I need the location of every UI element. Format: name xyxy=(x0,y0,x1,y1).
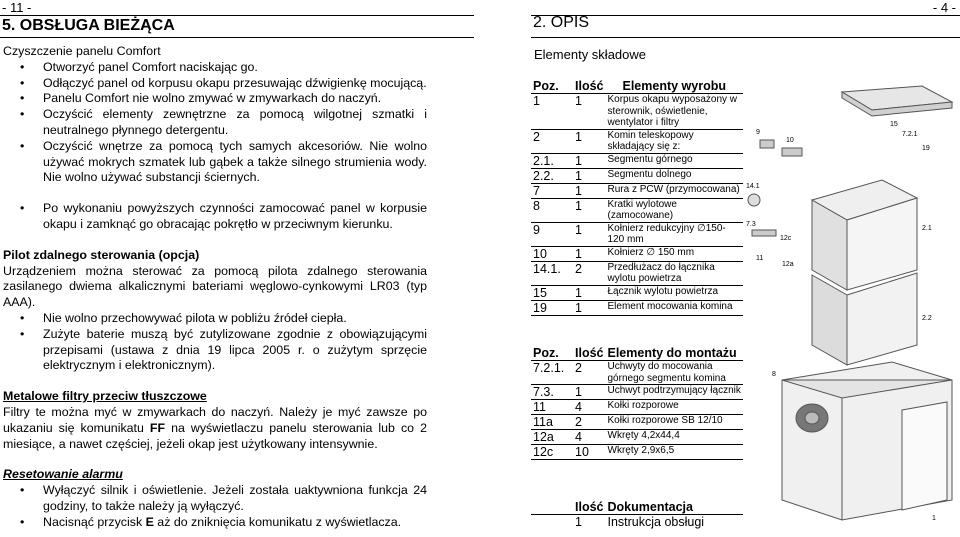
table-cell: 11a xyxy=(531,415,573,430)
table-row xyxy=(531,94,743,130)
diagram-label: 10 xyxy=(786,137,794,144)
diagram-label: 12a xyxy=(782,261,794,268)
text-span: na wyświetlaczu panelu sterowania lub co 2 miesiące, a nawet częściej, jeżeli okap jest użytkowany intensywnie. xyxy=(3,420,427,451)
diagram-label: 14.1 xyxy=(746,183,760,190)
table-cell: Kołnierz redukcyjny ∅150-120 mm xyxy=(606,222,744,246)
table-cell: 2.2. xyxy=(531,168,573,183)
table-cell: 7.2.1. xyxy=(531,361,573,385)
table-cell: 7.3. xyxy=(531,385,573,400)
table-cell: 2 xyxy=(573,415,606,430)
code-ff: FF xyxy=(149,420,166,435)
table-cell: 4 xyxy=(573,400,606,415)
diagram-label: 2.2 xyxy=(922,315,932,322)
hood-exploded-diagram xyxy=(742,80,960,532)
table-cell: Instrukcja obsługi xyxy=(607,515,705,529)
table-cell: 10 xyxy=(573,445,606,460)
table-cell: Łącznik wylotu powietrza xyxy=(606,285,744,300)
diagram-label: 15 xyxy=(890,121,898,128)
mounting-table xyxy=(531,346,743,460)
table-row xyxy=(531,183,743,198)
table-row xyxy=(531,300,743,315)
section-title: Czyszczenie panelu Comfort xyxy=(3,44,161,58)
header-cell: Dokumentacja xyxy=(606,500,744,515)
table-cell: Segmentu górnego xyxy=(606,153,744,168)
table-cell: 1 xyxy=(573,198,606,222)
table-cell: 15 xyxy=(531,285,573,300)
table-row xyxy=(531,361,743,385)
list-item: • Oczyścić elementy zewnętrzne za pomocą wilgotnej szmatki i neutralnego płynnego detergentu. xyxy=(43,107,427,139)
table-cell: 14.1. xyxy=(531,261,573,285)
table-cell: Korpus okapu wyposażony w sterownik, oświetlenie, wentylator i filtry xyxy=(606,94,744,130)
bullet-list xyxy=(3,311,427,374)
diagram-label: 9 xyxy=(756,129,760,136)
diagram-label: 1 xyxy=(932,515,936,522)
table-cell: 1 xyxy=(573,183,606,198)
list-item: • Po wykonaniu powyższych czynności zamocować panel w korpusie okapu i zamknąć go obracając pokrętło w przeciwnym kierunku. xyxy=(43,201,427,233)
divider xyxy=(0,37,474,38)
bullet-list xyxy=(3,60,427,186)
table-cell: 1 xyxy=(573,153,606,168)
table-cell: Element mocowania komina xyxy=(606,300,744,315)
header-cell: Ilość xyxy=(575,79,604,93)
header-cell: Poz. xyxy=(531,346,573,361)
documentation-table xyxy=(531,500,743,529)
page-heading-left: 5. OBSŁUGA BIEŻĄCA xyxy=(2,17,175,34)
diagram-label: 11 xyxy=(756,255,764,262)
table-cell xyxy=(531,515,573,530)
page-number-left: - 11 - xyxy=(2,0,32,15)
table-row xyxy=(531,246,743,261)
table-row xyxy=(531,430,743,445)
table-row xyxy=(531,168,743,183)
table-cell: 1 xyxy=(573,94,606,130)
divider xyxy=(531,37,960,38)
table-cell: Uchwyty do mocowania górnego segmentu komina xyxy=(606,361,744,385)
table-row xyxy=(531,515,743,530)
table-cell: 1 xyxy=(573,285,606,300)
table-cell: 2 xyxy=(573,261,606,285)
table-cell: 12c xyxy=(531,445,573,460)
table-header xyxy=(531,346,743,361)
text-span: aż do zniknięcia komunikatu z wyświetlacza. xyxy=(153,514,402,529)
header-cell: Ilość xyxy=(575,500,604,514)
section-title: Pilot zdalnego sterowania (opcja) xyxy=(3,247,200,262)
table-row xyxy=(531,385,743,400)
paragraph: Urządzeniem można sterować za pomocą pilota zdalnego sterowania zasilanego dwiema alkalicznymi bateriami węglowo-cynkowymi LR03 (typ AAA). xyxy=(3,263,427,310)
table-row xyxy=(531,445,743,460)
table-cell: 1 xyxy=(573,129,606,153)
text-span: Nacisnąć przycisk xyxy=(43,514,146,529)
divider xyxy=(0,15,474,16)
list-item: • Panelu Comfort nie wolno zmywać w zmywarkach do naczyń. xyxy=(43,91,427,107)
page-heading-right: 2. OPIS xyxy=(533,14,590,31)
table-cell: 2 xyxy=(573,361,606,385)
table-cell: 1 xyxy=(573,385,606,400)
bullet-list xyxy=(3,483,427,530)
table-cell: 11 xyxy=(531,400,573,415)
diagram-label: 2.1 xyxy=(922,225,932,232)
header-cell: Poz. xyxy=(531,79,573,94)
table-row xyxy=(531,153,743,168)
section-title: Elementy składowe xyxy=(534,47,646,62)
text-span: Filtry te można myć w zmywarkach do naczyń. Należy je myć zawsze po ukazaniu się komunikatu xyxy=(3,404,427,435)
header-cell: Ilość xyxy=(575,346,604,360)
table-cell: Kołki rozporowe xyxy=(606,400,744,415)
table-cell: 19 xyxy=(531,300,573,315)
header-cell: Elementy do montażu xyxy=(606,346,744,361)
key-e: E xyxy=(145,514,154,529)
paragraph xyxy=(3,405,427,452)
diagram-label: 7.3 xyxy=(746,221,756,228)
diagram-label: 8 xyxy=(772,371,776,378)
section-title: Metalowe filtry przeciw tłuszczowe xyxy=(3,389,207,404)
table-row xyxy=(531,285,743,300)
table-cell: 4 xyxy=(573,430,606,445)
diagram-label: 19 xyxy=(922,145,930,152)
table-cell: 1 xyxy=(573,246,606,261)
list-item: • Wyłączyć silnik i oświetlenie. Jeżeli została uaktywniona funkcja 24 godziny, to także należy ją wyłączyć. xyxy=(43,483,427,515)
header-cell xyxy=(531,500,573,515)
table-cell: 1 xyxy=(575,515,582,529)
table-cell: 1 xyxy=(573,300,606,315)
divider xyxy=(531,15,960,16)
table-cell: Kołki rozporowe SB 12/10 xyxy=(606,415,744,430)
table-cell: Uchwyt podtrzymujący łącznik xyxy=(606,385,744,400)
table-cell: 1 xyxy=(573,168,606,183)
table-row xyxy=(531,415,743,430)
parts-table xyxy=(531,79,743,316)
table-cell: Wkręty 2,9x6,5 xyxy=(606,445,744,460)
list-item xyxy=(43,515,427,531)
table-cell: 2 xyxy=(531,129,573,153)
table-cell: 10 xyxy=(531,246,573,261)
list-item: • Otworzyć panel Comfort naciskając go. xyxy=(43,60,427,76)
page-number-right: - 4 - xyxy=(932,0,956,15)
table-row xyxy=(531,129,743,153)
table-cell: Kołnierz ∅ 150 mm xyxy=(606,246,744,261)
table-header xyxy=(531,79,743,94)
table-cell: Rura z PCW (przymocowana) xyxy=(606,183,744,198)
left-column xyxy=(3,44,427,531)
section-title: Resetowanie alarmu xyxy=(3,467,123,482)
table-row xyxy=(531,261,743,285)
table-cell: 9 xyxy=(531,222,573,246)
list-item: • Nie wolno przechowywać pilota w pobliżu źródeł ciepła. xyxy=(43,311,427,327)
bullet-list xyxy=(3,201,427,233)
table-cell: Segmentu dolnego xyxy=(606,168,744,183)
header-cell: Elementy wyrobu xyxy=(606,79,744,94)
table-cell: 1 xyxy=(531,94,573,130)
diagram-label: 12c xyxy=(780,235,792,242)
table-row xyxy=(531,400,743,415)
table-cell: Wkręty 4,2x44,4 xyxy=(606,430,744,445)
table-cell: Komin teleskopowy składający się z: xyxy=(606,129,744,153)
diagram-label: 7.2.1 xyxy=(902,131,918,138)
list-item: • Odłączyć panel od korpusu okapu przesuwając dźwigienkę mocującą. xyxy=(43,76,427,92)
table-cell: Przedłużacz do łącznika wylotu powietrza xyxy=(606,261,744,285)
table-cell: 1 xyxy=(573,222,606,246)
table-cell: 2.1. xyxy=(531,153,573,168)
table-cell: 12a xyxy=(531,430,573,445)
table-header xyxy=(531,500,743,515)
table-cell: Kratki wylotowe (zamocowane) xyxy=(606,198,744,222)
list-item: • Oczyścić wnętrze za pomocą tych samych akcesoriów. Nie wolno używać mokrych szmatek lub gąbek a także silnego strumienia wody. Nie wolno używać substancji ściernych. xyxy=(43,139,427,186)
table-row xyxy=(531,222,743,246)
table-cell: 7 xyxy=(531,183,573,198)
list-item: • Zużyte baterie muszą być zutylizowane zgodnie z obowiązującymi przepisami (ustawa z dnia 19 lipca 2005 r. o zużytym sprzęcie elektrycznym i elektronicznym). xyxy=(43,327,427,374)
table-cell: 8 xyxy=(531,198,573,222)
table-row xyxy=(531,198,743,222)
